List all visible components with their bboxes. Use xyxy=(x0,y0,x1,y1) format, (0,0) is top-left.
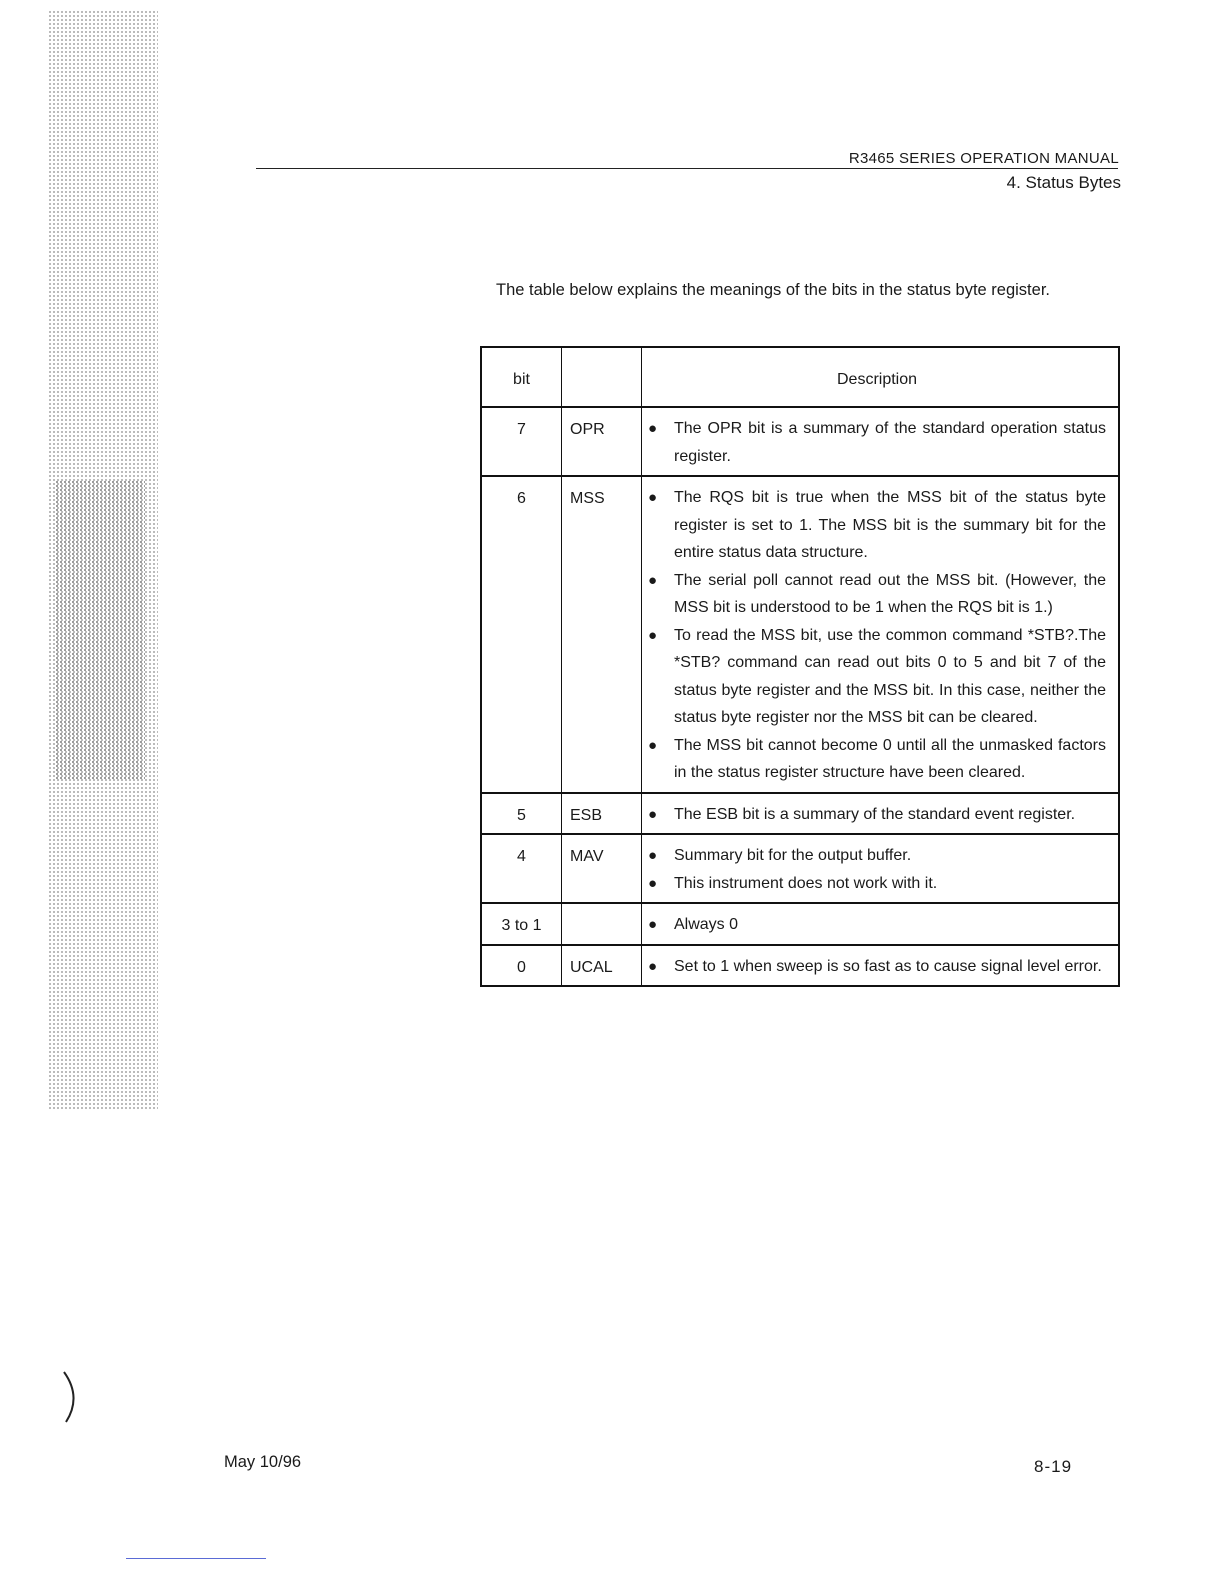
bit-name-cell: MSS xyxy=(562,477,642,792)
bullet-text: Always 0 xyxy=(674,916,739,933)
bit-cell: 4 xyxy=(482,835,562,902)
intro-paragraph: The table below explains the meanings of the bits in the status byte register. xyxy=(496,281,1050,299)
bullet-text: The MSS bit cannot become 0 until all the unmasked factors in the status register structure have been cleared. xyxy=(674,736,1106,781)
description-cell xyxy=(642,835,1118,902)
table-body xyxy=(480,408,1120,987)
bit-cell: 7 xyxy=(482,408,562,475)
header-rule xyxy=(256,168,1118,169)
table-row xyxy=(480,477,1120,794)
bullet-text: Set to 1 when sweep is so fast as to cause signal level error. xyxy=(674,957,1102,975)
bit-cell: 0 xyxy=(482,946,562,986)
bit-cell: 6 xyxy=(482,477,562,792)
description-bullet xyxy=(648,732,1106,787)
table-row xyxy=(480,904,1120,946)
bullet-text: This instrument does not work with it. xyxy=(674,874,938,892)
status-byte-table xyxy=(480,346,1120,987)
bullet-text: The OPR bit is a summary of the standard operation status register. xyxy=(674,420,1106,465)
bullet-icon: ● xyxy=(648,957,658,975)
bullet-icon: ● xyxy=(648,420,658,437)
footer-date: May 10/96 xyxy=(224,1453,302,1471)
description-bullet xyxy=(648,870,1106,898)
bit-name-cell: OPR xyxy=(562,408,642,475)
bullet-icon: ● xyxy=(648,736,658,754)
bit-name-cell: UCAL xyxy=(562,946,642,986)
bullet-icon: ● xyxy=(648,805,658,823)
header-description: Description xyxy=(836,371,918,388)
description-cell xyxy=(642,904,1118,944)
table-row xyxy=(480,794,1120,836)
table-header-row xyxy=(480,346,1120,408)
description-cell xyxy=(642,477,1118,792)
description-bullet xyxy=(648,801,1106,829)
bullet-icon: ● xyxy=(648,489,658,506)
description-bullet xyxy=(648,911,1106,939)
bullet-icon: ● xyxy=(648,874,658,892)
table-row xyxy=(480,835,1120,904)
bullet-text: Summary bit for the output buffer. xyxy=(674,847,912,864)
running-title: R3465 SERIES OPERATION MANUAL xyxy=(848,150,1119,167)
description-bullet xyxy=(648,415,1106,470)
bottom-rule xyxy=(126,1558,266,1559)
header-name xyxy=(562,348,642,406)
description-cell xyxy=(642,946,1118,986)
description-bullet xyxy=(648,953,1106,981)
scan-edge-texture-dense xyxy=(55,480,145,780)
header-bit: bit xyxy=(482,348,562,406)
bit-name-cell xyxy=(562,904,642,944)
binding-mark-icon xyxy=(60,1370,82,1424)
section-title: 4. Status Bytes xyxy=(1006,173,1121,192)
bit-name-cell: ESB xyxy=(562,794,642,834)
bit-cell: 5 xyxy=(482,794,562,834)
bit-name-cell: MAV xyxy=(562,835,642,902)
bullet-text: The serial poll cannot read out the MSS bit. (However, the MSS bit is understood to be 1 when the RQS bit is 1.) xyxy=(674,571,1106,616)
table-row xyxy=(480,408,1120,477)
bullet-icon: ● xyxy=(648,571,658,589)
description-bullet xyxy=(648,622,1106,732)
description-bullet xyxy=(648,842,1106,870)
bullet-text: To read the MSS bit, use the common command *STB?.The *STB? command can read out bits 0 to 5 and bit 7 of the status byte register and the MSS bit. In this case, neither the status byte register nor the MSS bit can be cleared. xyxy=(674,626,1106,726)
bullet-icon: ● xyxy=(648,847,658,864)
description-cell xyxy=(642,408,1118,475)
bit-cell: 3 to 1 xyxy=(482,904,562,944)
description-bullet xyxy=(648,567,1106,622)
bullet-text: The RQS bit is true when the MSS bit of the status byte register is set to 1. The MSS bit is the summary bit for the entire status data structure. xyxy=(674,489,1106,561)
description-bullet xyxy=(648,484,1106,567)
page-number: 8-19 xyxy=(1034,1457,1073,1476)
table-row xyxy=(480,946,1120,988)
bullet-text: The ESB bit is a summary of the standard event register. xyxy=(674,805,1076,823)
description-cell xyxy=(642,794,1118,834)
bullet-icon: ● xyxy=(648,626,658,644)
bullet-icon: ● xyxy=(648,916,658,933)
